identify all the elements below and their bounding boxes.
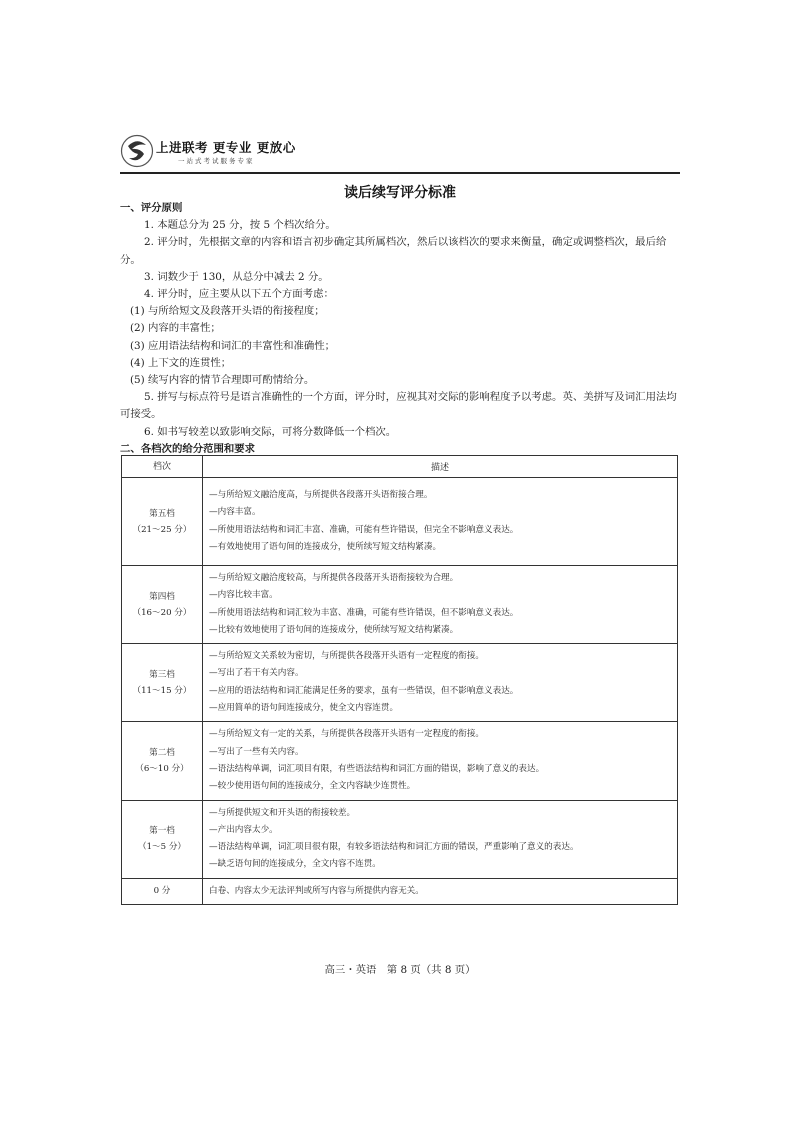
level-cell [122, 800, 203, 878]
description-line: —所使用语法结构和词汇丰富、准确，可能有些许错误，但完全不影响意义表达。 [209, 524, 519, 535]
table-header-row [122, 456, 678, 478]
page-footer: 高三・英语 第 8 页（共 8 页） [324, 964, 476, 976]
description-line: —与所给短文关系较为密切，与所提供各段落开头语有一定程度的衔接。 [209, 651, 485, 662]
description-line: —比较有效地使用了语句间的连接成分，使所续写短文结构紧凑。 [209, 624, 459, 635]
header-divider [120, 172, 680, 174]
level-cell [122, 722, 203, 800]
description-line: —较少使用语句间的连接成分，全文内容缺少连贯性。 [209, 781, 416, 792]
aspect-item-5: (5) 续写内容的情节合理即可酌情给分。 [130, 374, 315, 387]
description-line: —与所给短文融洽度高，与所提供各段落开头语衔接合理。 [209, 489, 433, 500]
table-row [122, 644, 678, 722]
description-line: —应用简单的语句间连接成分，使全文内容连贯。 [209, 703, 399, 714]
header-slogan: 上进联考 更专业 更放心 [156, 140, 296, 155]
description-line: —与所给短文融洽度较高，与所提供各段落开头语衔接较为合理。 [209, 573, 459, 583]
level-range: （6～10 分） [135, 763, 189, 774]
level-range: （16～20 分） [132, 607, 192, 618]
level-name: 第二档 [149, 747, 175, 758]
description-line: —语法结构单调，词汇项目有限，有些语法结构和词汇方面的错误，影响了意义的表达。 [209, 763, 545, 774]
description-cell [203, 566, 678, 644]
aspect-item-4: (4) 上下文的连贯性； [130, 356, 232, 369]
level-range: （21～25 分） [132, 524, 192, 535]
description-line: —写出了一些有关内容。 [209, 746, 304, 757]
level-cell [122, 644, 203, 722]
description-line: —与所给短文有一定的关系，与所提供各段落开头语有一定程度的衔接。 [209, 729, 485, 740]
description-cell [203, 644, 678, 722]
level-cell [122, 566, 203, 644]
table-row [122, 878, 678, 904]
description-line: —与所提供短文和开头语的衔接较差。 [209, 807, 356, 818]
description-line: —语法结构单调，词汇项目很有限，有较多语法结构和词汇方面的错误，严重影响了意义的表达。 [209, 842, 579, 853]
table-row [122, 722, 678, 800]
description-cell [203, 478, 678, 566]
principle-item-3: 3. 词数少于 130，从总分中减去 2 分。 [144, 270, 329, 283]
description-line: —应用的语法结构和词汇能满足任务的要求，虽有一些错误，但不影响意义表达。 [209, 685, 519, 696]
table-header-level: 档次 [122, 456, 203, 478]
section-heading-grades: 二、各档次的给分范围和要求 [120, 442, 256, 455]
header-tagline: 一站式考试服务专家 [178, 157, 255, 165]
level-name: 第五档 [149, 508, 175, 519]
description-line: —内容比较丰富。 [209, 590, 278, 601]
level-cell: 0 分 [122, 878, 203, 904]
level-range: （11～15 分） [132, 685, 192, 696]
principle-item-5: 5. 拼写与标点符号是语言准确性的一个方面，评分时，应视其对交际的影响程度予以考虑。英、美拼写及词汇用法均可接受。 [120, 391, 677, 421]
aspect-item-3: (3) 应用语法结构和词汇的丰富性和准确性； [130, 339, 336, 352]
page-title: 读后续写评分标准 [344, 185, 456, 201]
aspect-item-1: (1) 与所给短文及段落开头语的衔接程度； [130, 305, 325, 318]
description-cell [203, 800, 678, 878]
principle-item-1: 1. 本题总分为 25 分，按 5 个档次给分。 [144, 219, 336, 232]
level-range: （1～5 分） [137, 842, 187, 853]
description-line: —缺乏语句间的连接成分，全文内容不连贯。 [209, 859, 381, 870]
content [120, 200, 680, 458]
principle-item-4: 4. 评分时，应主要从以下五个方面考虑： [144, 288, 334, 301]
table-row [122, 566, 678, 644]
description-cell [203, 722, 678, 800]
table-row [122, 800, 678, 878]
principle-item-2: 2. 评分时，先根据文章的内容和语言初步确定其所属档次，然后以该档次的要求来衡量，确定或调整档次，最后给分。 [120, 236, 667, 266]
table-row [122, 478, 678, 566]
aspect-item-2: (2) 内容的丰富性； [130, 322, 221, 335]
description-cell: 白卷、内容太少无法评判或所写内容与所提供内容无关。 [203, 878, 678, 904]
level-name: 第四档 [149, 591, 175, 602]
description-line: —写出了若干有关内容。 [209, 668, 304, 679]
table-header-description: 描述 [203, 456, 678, 478]
brand-logo-icon [120, 134, 154, 168]
description-line: —有效地使用了语句间的连接成分，使所续写短文结构紧凑。 [209, 541, 442, 552]
level-name: 第三档 [149, 669, 175, 680]
principle-item-6: 6. 如书写较差以致影响交际，可将分数降低一个档次。 [144, 425, 397, 438]
description-line: —内容丰富。 [209, 507, 261, 518]
header [120, 132, 680, 174]
level-name: 第一档 [149, 826, 175, 837]
description-line: —产出内容太少。 [209, 824, 278, 835]
grading-table [121, 455, 678, 905]
section-heading-principles: 一、评分原则 [120, 202, 183, 214]
description-line: —所使用语法结构和词汇较为丰富、准确，可能有些许错误，但不影响意义表达。 [209, 607, 519, 618]
level-cell [122, 478, 203, 566]
